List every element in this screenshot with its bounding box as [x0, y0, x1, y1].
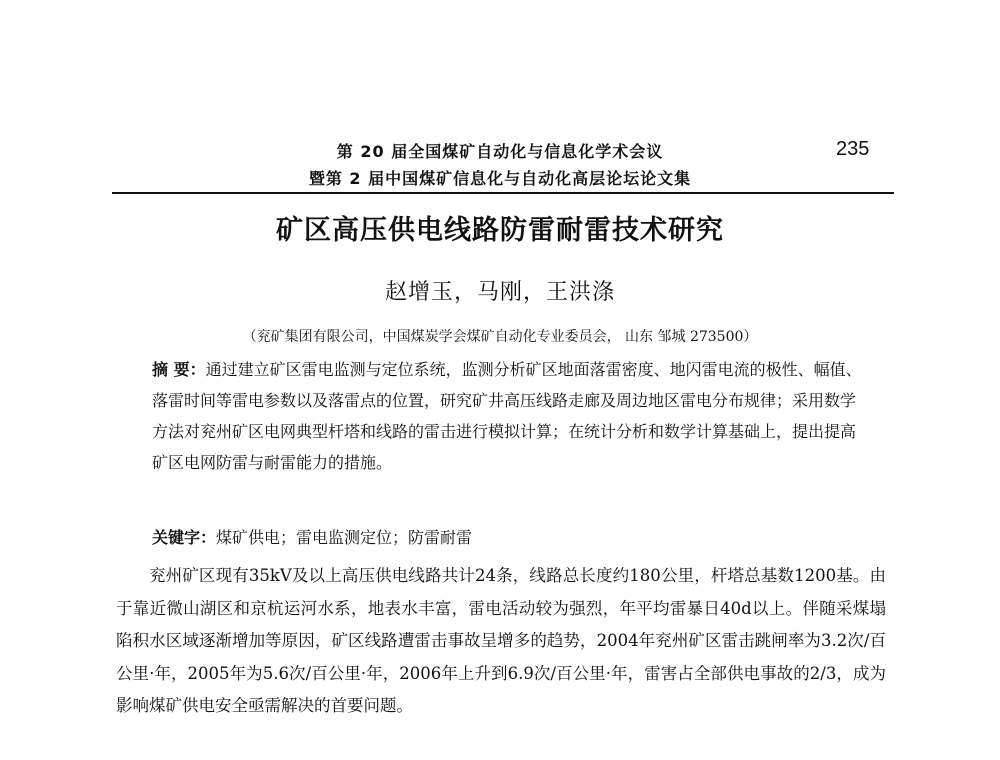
- article-title: 矿区高压供电线路防雷耐雷技术研究: [276, 215, 724, 246]
- keywords-label: 关键字：: [152, 528, 217, 547]
- author-affiliation: （兖矿集团有限公司，中国煤炭学会煤矿自动化专业委员会， 山东 邹城 273500）: [242, 329, 758, 345]
- journal-title-line1: 第 20 届全国煤矿自动化与信息化学术会议: [336, 142, 664, 161]
- abstract-label: 摘 要：: [152, 360, 206, 379]
- page-number: 235: [836, 138, 870, 160]
- keywords: [152, 525, 864, 548]
- abstract-text: 通过建立矿区雷电监测与定位系统，监测分析矿区地面落雷密度、地闪雷电流的极性、幅值、落雷时间等雷电参数以及落雷点的位置，研究矿井高压线路走廊及周边地区雷电分布规律；采用数学方法对兖州矿区电网典型杆塔和线路的雷击进行模拟计算；在统计分析和数学计算基础上，提出提高矿区电网防雷与耐雷能力的措施。: [152, 360, 862, 472]
- article-authors: 赵增玉，马刚，王洪涤: [384, 280, 615, 305]
- body-paragraph: 兖州矿区现有35kV及以上高压供电线路共计24条，线路总长度约180公里，杆塔总基数1200基。由于靠近微山湖区和京杭运河水系，地表水丰富，雷电活动较为强烈，年平均雷暴日40d以上。伴随采煤塌陷积水区域逐渐增加等原因，矿区线路遭雷击事故呈增多的趋势，2004年兖州矿区雷击跳闸率为3.2次/百公里·年，2005年为5.6次/百公里·年，2006年上升到6.9次/百公里·年，雷害占全部供电事故的2/3，成为影响煤矿供电安全亟需解决的首要问题。: [116, 566, 886, 715]
- keywords-text: 煤矿供电；雷电监测定位；防雷耐雷: [216, 528, 473, 547]
- journal-title-line2: 暨第 2 届中国煤矿信息化与自动化高层论坛论文集: [308, 169, 692, 188]
- abstract: [152, 354, 864, 478]
- header-rule: [112, 192, 894, 194]
